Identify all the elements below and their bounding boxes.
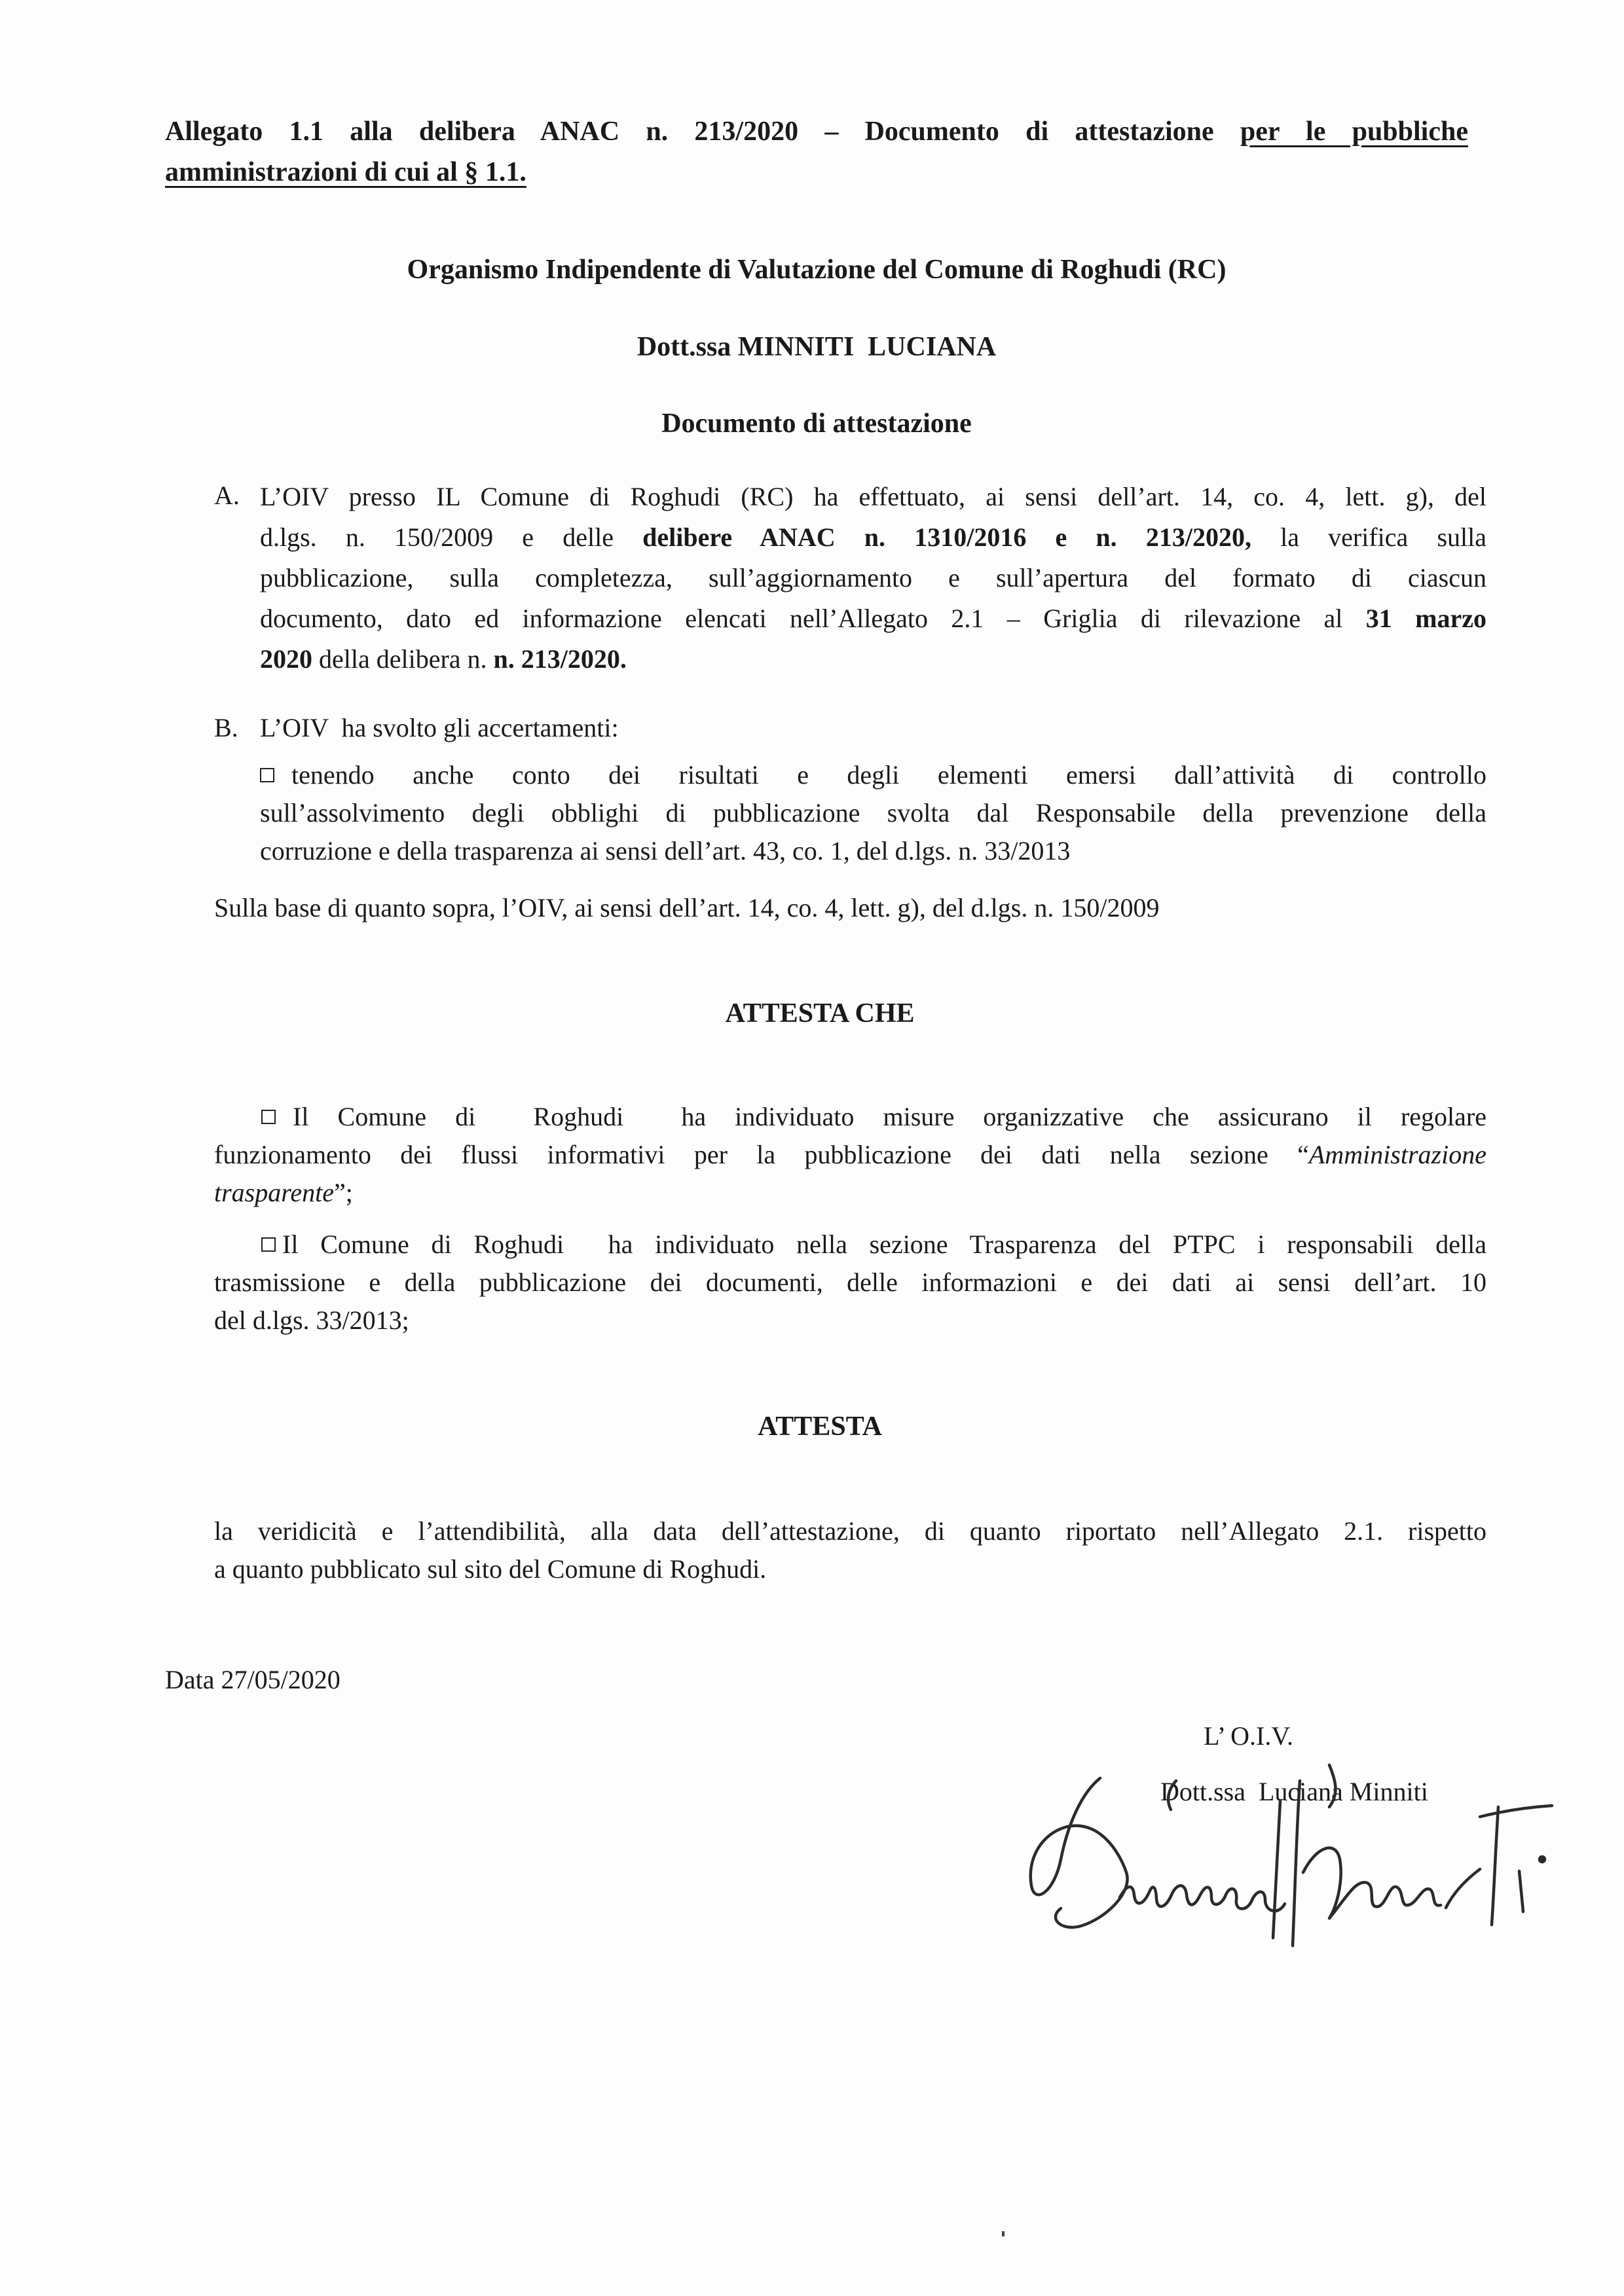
person-title: Dott.ssa MINNITI LUCIANA [637, 332, 997, 362]
section-a-line-2-a: d.lgs. n. 150/2009 e delle [260, 522, 643, 552]
trasparente-italic: trasparente [214, 1178, 334, 1207]
amministrazione-italic: Amministrazione [1308, 1140, 1486, 1169]
section-b-intro: L’OIV ha svolto gli accertamenti: [260, 713, 619, 742]
attesta-che-item-1-line-3 [214, 1174, 1486, 1212]
section-a-delibere: delibere ANAC n. 1310/2016 e n. 213/2020, [642, 522, 1251, 552]
checkbox-icon [260, 768, 274, 782]
attesta-body [214, 1512, 1486, 1588]
section-a-date-bold: 31 marzo [1365, 604, 1486, 633]
section-a-line-5 [260, 639, 1486, 680]
attesta-line-1: la veridicità e l’attendibilità, alla data dell’attestazione, di quanto riportato nell’Allegato 2.1. rispetto [214, 1516, 1486, 1546]
section-a-line-2 [260, 517, 1486, 558]
checkbox-icon [261, 1110, 276, 1124]
attesta-che-item-1-line-1-text: Il Comune di Roghudi ha individuato misure organizzative che assicurano il regolare [293, 1102, 1486, 1131]
attesta-che-item-1-line-2 [214, 1136, 1486, 1174]
section-a-marker: A. [214, 481, 240, 510]
section-a-delibera-bold: n. 213/2020. [493, 644, 627, 674]
basis-text: Sulla base di quanto sopra, l’OIV, ai sensi dell’art. 14, co. 4, lett. g), del d.lgs. n. 150/2009 [214, 893, 1160, 922]
attesta-che-item-2-line-1-text: Il Comune di Roghudi ha individuato nella sezione Trasparenza del PTPC i responsabili della [282, 1230, 1486, 1259]
section-b-item [260, 756, 1486, 870]
section-b-line-1-text: tenendo anche conto dei risultati e degli elementi emersi dall’attività di controllo [291, 760, 1486, 790]
header-line-2 [165, 153, 1468, 191]
attesta-line-2: a quanto pubblicato sul sito del Comune di Roghudi. [214, 1554, 767, 1584]
section-a-line-1: L’OIV presso IL Comune di Roghudi (RC) ha effettuato, ai sensi dell’art. 14, co. 4, lett. g), del [260, 482, 1486, 511]
checkbox-icon [261, 1237, 276, 1252]
scan-artifact [1002, 2231, 1005, 2236]
attesta-che-item-2 [214, 1226, 1486, 1339]
attesta-che-item-1 [214, 1098, 1486, 1212]
organism-title: Organismo Indipendente di Valutazione del Comune di Roghudi (RC) [407, 255, 1227, 285]
section-a-line-4-a: documento, dato ed informazione elencati nell’Allegato 2.1 – Griglia di rilevazione al [260, 604, 1366, 633]
oiv-role: L’ O.I.V. [1204, 1721, 1294, 1751]
attesta-heading: ATTESTA [758, 1412, 882, 1442]
header-underlined-text-2: amministrazioni di cui al § 1.1. [165, 157, 526, 187]
section-a-year-bold: 2020 [260, 644, 312, 674]
signer-name: Dott.ssa Luciana Minniti [1160, 1777, 1428, 1806]
document-header [165, 113, 1468, 191]
section-a-line-4 [260, 598, 1486, 639]
document-subtitle: Documento di attestazione [661, 409, 972, 439]
section-b-line-1 [260, 756, 1486, 794]
section-b-marker: B. [214, 713, 238, 742]
attesta-che-item-1-line-2-text: funzionamento dei flussi informativi per la pubblicazione dei dati nella sezione “ [214, 1140, 1309, 1169]
attesta-che-item-2-line-1 [214, 1226, 1486, 1264]
attesta-che-item-1-line-1 [214, 1098, 1486, 1136]
attesta-che-item-1-line-3-end: ”; [333, 1178, 353, 1207]
document-date: Data 27/05/2020 [165, 1665, 341, 1694]
section-a-line-2-c: la verifica sulla [1251, 522, 1487, 552]
section-a-line-3: pubblicazione, sulla completezza, sull’aggiornamento e sull’apertura del formato di ciascun [260, 563, 1486, 592]
section-a-line-5-b: della delibera n. [312, 644, 494, 674]
header-line-1-text: Allegato 1.1 alla delibera ANAC n. 213/2020 – Documento di attestazione [165, 117, 1240, 147]
attesta-che-heading: ATTESTA CHE [725, 998, 915, 1029]
attesta-che-item-2-line-2: trasmissione e della pubblicazione dei documenti, delle informazioni e dei dati ai sensi dell’art. 10 [214, 1267, 1486, 1297]
section-a [260, 477, 1486, 680]
handwritten-signature [1022, 1755, 1559, 1958]
section-b-line-2: sull’assolvimento degli obblighi di pubblicazione svolta dal Responsabile della prevenzione della [260, 798, 1486, 828]
header-underlined-text-1: per le pubbliche [1240, 117, 1468, 147]
section-b-line-3: corruzione e della trasparenza ai sensi dell’art. 43, co. 1, del d.lgs. n. 33/2013 [260, 836, 1071, 866]
attesta-che-item-2-line-3: del d.lgs. 33/2013; [214, 1305, 409, 1335]
header-line-1 [165, 113, 1468, 151]
